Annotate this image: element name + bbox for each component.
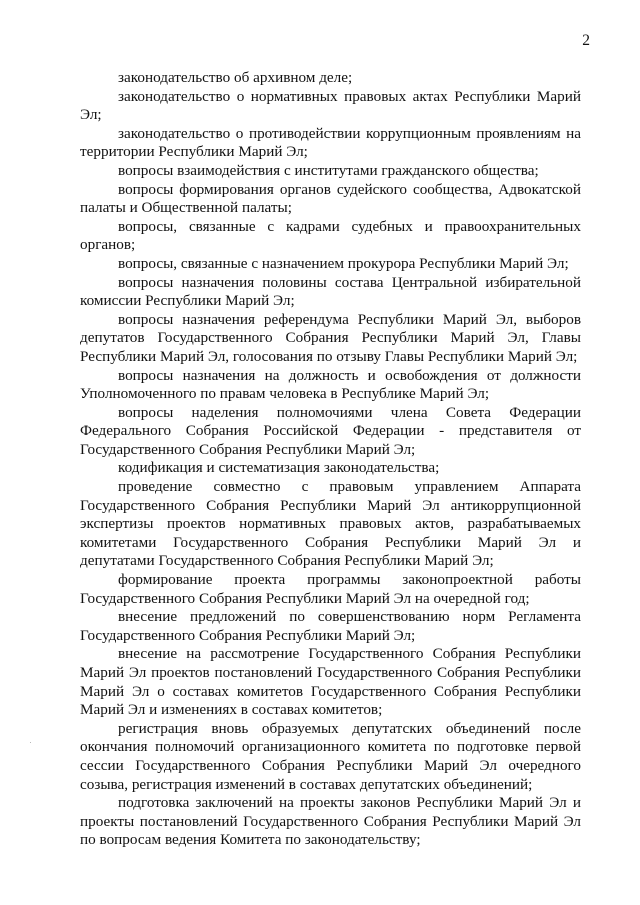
list-item: регистрация вновь образуемых депутатских объединений после окончания полномочий организационного комитета по подготовке первой сессии Государственного Собрания Республики Марий Эл очередного созыва, регистрация изменений в составах депутатских объединений;: [80, 719, 581, 793]
list-item: законодательство о нормативных правовых актах Республики Марий Эл;: [80, 87, 581, 124]
list-item: формирование проекта программы законопроектной работы Государственного Собрания Республики Марий Эл на очередной год;: [80, 571, 581, 607]
list-item: вопросы назначения половины состава Центральной избирательной комиссии Республики Марий Эл;: [80, 273, 581, 310]
list-item: кодификация и систематизация законодательства;: [118, 459, 440, 477]
list-item: законодательство о противодействии коррупционным проявлениям на территории Республики Марий Эл;: [80, 124, 581, 161]
list-item: внесение на рассмотрение Государственного Собрания Республики Марий Эл проектов постановлений Государственного Собрания Республики Марий Эл о составах комитетов Государственного Собрания Республики Марий Эл и изменениях в составах комитетов;: [80, 645, 581, 719]
scan-artifact: [30, 742, 31, 743]
page-number: 2: [582, 32, 590, 49]
list-item: вопросы формирования органов судейского сообщества, Адвокатской палаты и Общественной палаты;: [80, 180, 581, 217]
list-item: вопросы назначения референдума Республики Марий Эл, выборов депутатов Государственного Собрания Республики Марий Эл, Главы Республики Марий Эл, голосования по отзыву Главы Республики Марий Эл;: [80, 310, 581, 365]
list-item: законодательство об архивном деле;: [118, 69, 353, 86]
list-item: вопросы, связанные с назначением прокурора Республики Марий Эл;: [118, 254, 569, 272]
list-item: вопросы назначения на должность и освобождения от должности Уполномоченного по правам человека в Республике Марий Эл;: [80, 366, 581, 403]
list-item: вопросы наделения полномочиями члена Совета Федерации Федерального Собрания Российской Федерации - представителя от Государственного Собрания Республики Марий Эл;: [80, 403, 581, 458]
list-item: вопросы взаимодействия с институтами гражданского общества;: [118, 161, 539, 179]
list-item: вопросы, связанные с кадрами судебных и правоохранительных органов;: [80, 217, 581, 254]
list-item: внесение предложений по совершенствованию норм Регламента Государственного Собрания Республики Марий Эл;: [80, 608, 581, 644]
document-body: [80, 69, 581, 850]
list-item: подготовка заключений на проекты законов Республики Марий Эл и проекты постановлений Государственного Собрания Республики Марий Эл по вопросам ведения Комитета по законодательству;: [80, 794, 581, 849]
list-item: проведение совместно с правовым управлением Аппарата Государственного Собрания Республики Марий Эл антикоррупционной экспертизы проектов нормативных правовых актов, разрабатываемых комитетами Государственного Собрания Республики Марий Эл и депутатами Государственного Собрания Республики Марий Эл;: [80, 478, 581, 570]
